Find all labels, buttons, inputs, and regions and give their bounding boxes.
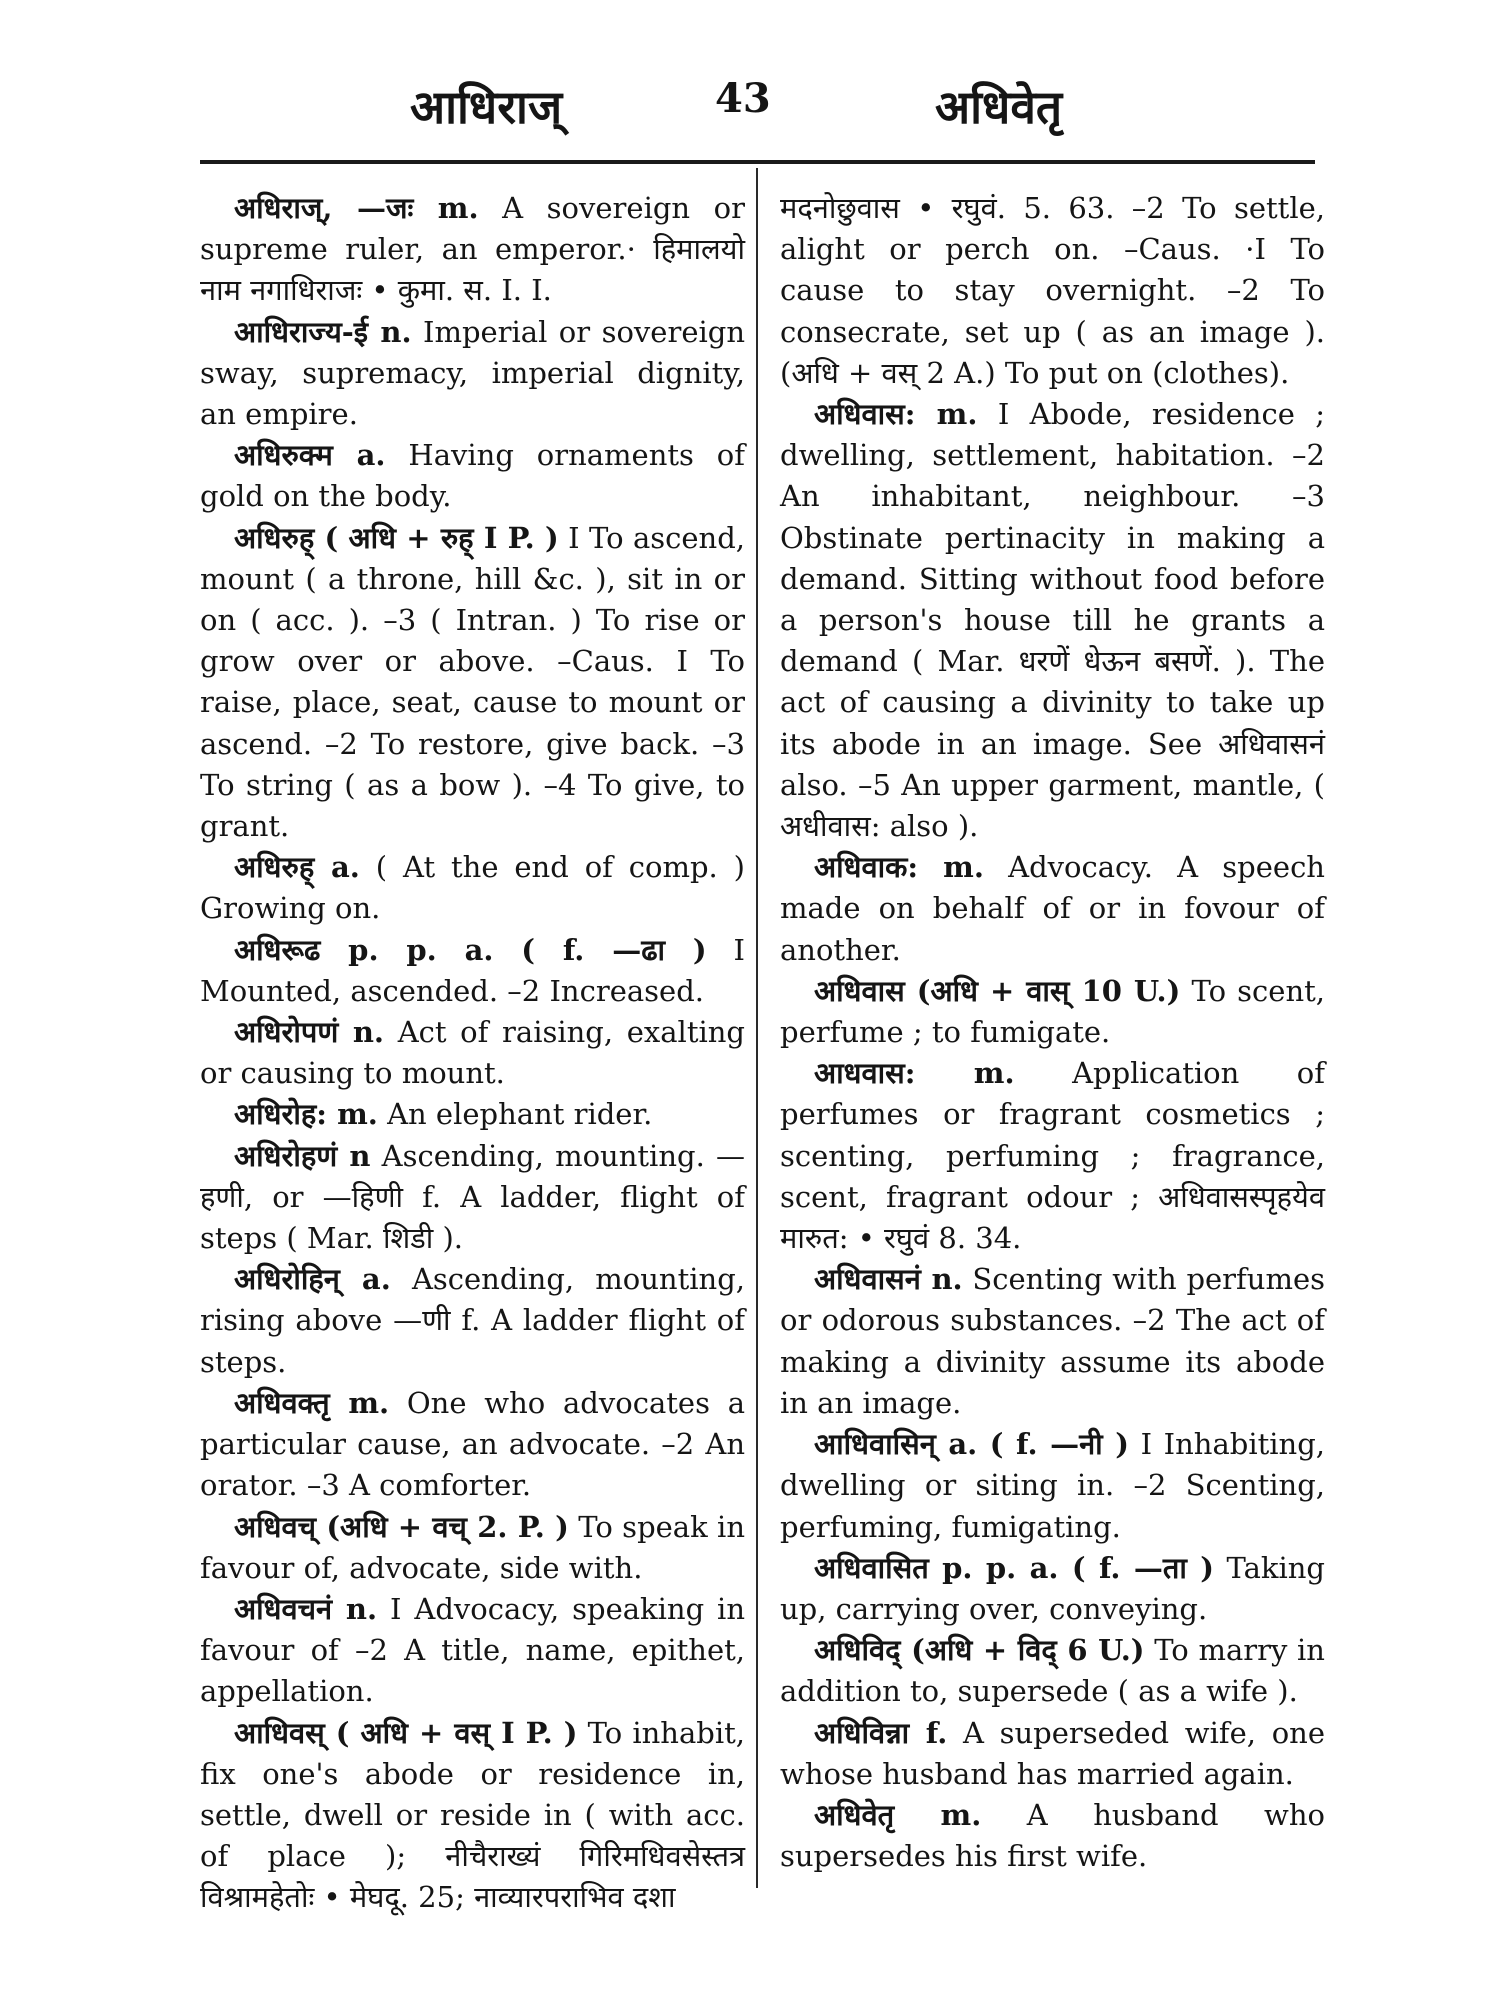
page-number: 43 <box>715 75 771 122</box>
entry-headword: अधिवासित p. p. a. ( f. —ता ) <box>814 1550 1215 1585</box>
right-guide-word: अधिवेतृ <box>935 80 1063 134</box>
entry-definition: Advocacy. A speech made on behalf of or in fovour of another. <box>780 850 1325 967</box>
header-rule <box>200 160 1315 164</box>
dictionary-entry <box>200 1589 745 1713</box>
entry-headword: अधिवास: m. <box>814 397 978 432</box>
dictionary-entry <box>200 1507 745 1589</box>
entry-definition: I To ascend, mount ( a throne, hill &c. ), sit in or on ( acc. ). –3 ( Intran. ) To rise or grow over or above. –Caus. I To raise, place, seat, cause to mount or ascend. –2 To restore, give back. –3 To string ( as a bow ). –4 To give, to grant. <box>200 520 745 844</box>
dictionary-entry <box>200 930 745 1012</box>
dictionary-entry <box>780 1424 1325 1548</box>
entry-headword: अधिराज्, —जः m. <box>234 191 479 225</box>
entry-definition: To marry in addition to, supersede ( as a wife ). <box>780 1633 1325 1709</box>
dictionary-entry <box>780 847 1325 971</box>
entry-definition: ( At the end of comp. ) Growing on. <box>200 850 745 926</box>
entry-definition: One who advocates a particular cause, an advocate. –2 An orator. –3 A comforter. <box>200 1385 746 1503</box>
entry-headword: अधिरुह् a. <box>234 850 360 885</box>
entry-definition: A superseded wife, one whose husband has married again. <box>780 1715 1326 1791</box>
entry-definition: To scent, perfume ; to fumigate. <box>780 973 1325 1050</box>
entry-headword: अधिरोहिन् a. <box>234 1262 391 1297</box>
left-column <box>200 188 745 1919</box>
entry-headword: अधिवास (अधि + वास् 10 U.) <box>814 973 1181 1008</box>
entry-definition: I Advocacy, speaking in favour of –2 A title, name, epithet, appellation. <box>200 1591 745 1709</box>
dictionary-entry <box>200 435 745 517</box>
entry-headword: अधिवेतृ m. <box>814 1797 982 1832</box>
dictionary-entry <box>200 1094 745 1135</box>
entry-headword: आधिवासिन् a. ( f. —नी ) <box>814 1427 1129 1462</box>
entry-headword: अधिरोहणं n <box>234 1138 371 1173</box>
entry-headword: आधिवस् ( अधि + वस् I P. ) <box>234 1715 578 1750</box>
dictionary-entry <box>780 1713 1325 1795</box>
entry-definition: To inhabit, fix one's abode or residence in, settle, dwell or reside in ( with acc. of place ); नीचैराख्यं गिरिमधिवसेस्तत्र विश्रामहेतोः • मेघदू. 25; नाव्यारपराभिव दशा <box>200 1715 745 1915</box>
entry-headword: अधिरोह: m. <box>234 1097 378 1132</box>
entry-headword: आधवास: m. <box>814 1056 1015 1091</box>
entry-definition: To speak in favour of, advocate, side with. <box>200 1509 745 1585</box>
dictionary-entry <box>200 312 745 436</box>
entry-headword: आधिराज्य-ई n. <box>234 314 412 349</box>
entry-headword: अधिरूढ p. p. a. ( f. —ढा ) <box>234 932 707 967</box>
dictionary-entry <box>780 394 1325 847</box>
entry-headword: अधिरुक्म a. <box>234 438 386 473</box>
dictionary-entry <box>780 1548 1325 1630</box>
entry-headword: अधिविन्ना f. <box>814 1715 948 1750</box>
entry-definition: Having ornaments of gold on the body. <box>200 438 745 514</box>
entry-definition: An elephant rider. <box>377 1097 653 1132</box>
entry-definition: I Inhabiting, dwelling or siting in. –2 Scenting, perfuming, fumigating. <box>780 1427 1325 1544</box>
entry-headword: अधिवाक: m. <box>814 850 984 885</box>
right-column <box>780 188 1325 1877</box>
entry-definition: Act of raising, exalting or causing to mount. <box>200 1015 745 1091</box>
entry-definition: Taking up, carrying over, conveying. <box>780 1550 1325 1626</box>
entry-definition: I Mounted, ascended. –2 Increased. <box>200 932 745 1008</box>
dictionary-entry <box>780 188 1325 394</box>
entry-definition: मदनोछुवास • रघुवं. 5. 63. –2 To settle, alight or perch on. –Caus. ·I To cause to stay overnight. –2 To consecrate, set up ( as an image ). (अधि + वस् 2 A.) To put on (clothes). <box>780 191 1325 390</box>
page-header <box>200 75 1320 145</box>
entry-definition: Ascending, mounting, rising above —णी f. A ladder flight of steps. <box>200 1262 745 1379</box>
entry-definition: Application of perfumes or fragrant cosmetics ; scenting, perfuming ; fragrance, scent, fragrant odour ; अधिवासस्पृहयेव मारुत: • रघुवं 8. 34. <box>780 1056 1325 1256</box>
dictionary-entry <box>780 1053 1325 1259</box>
dictionary-entry <box>200 1259 745 1383</box>
entry-headword: अधिवच् (अधि + वच् 2. P. ) <box>234 1509 569 1544</box>
dictionary-entry <box>200 1713 745 1919</box>
entry-definition: Imperial or sovereign sway, supremacy, imperial dignity, an empire. <box>200 314 745 432</box>
entry-definition: A sovereign or supreme ruler, an emperor.· हिमालयो नाम नगाधिराजः • कुमा. स. I. I. <box>200 191 745 308</box>
entry-headword: अधिरोपणं n. <box>234 1015 385 1050</box>
dictionary-entry <box>200 1012 745 1094</box>
dictionary-entry <box>780 1259 1325 1424</box>
entry-headword: अधिवासनं n. <box>814 1262 963 1297</box>
entry-definition: A husband who supersedes his first wife. <box>780 1797 1325 1874</box>
entry-headword: अधिवक्तृ m. <box>234 1385 390 1420</box>
entry-definition: Scenting with perfumes or odorous substances. –2 The act of making a divinity assume its abode in an image. <box>780 1262 1325 1420</box>
dictionary-entry <box>780 1630 1325 1712</box>
entry-headword: अधिरुह् ( अधि + रुह् I P. ) <box>234 520 559 555</box>
dictionary-entry <box>200 518 745 848</box>
dictionary-entry <box>200 1383 745 1507</box>
left-guide-word: आधिराज् <box>410 80 563 134</box>
dictionary-entry <box>200 1136 745 1260</box>
dictionary-entry <box>200 847 745 929</box>
entry-definition: I Abode, residence ; dwelling, settlement, habitation. –2 An inhabitant, neighbour. –3 Obstinate pertinacity in making a demand. Sitting without food before a person's house till he grants a demand ( Mar. धरणें धेऊन बसणें. ). The act of causing a divinity to take up its abode in an image. See अधिवासनं also. –5 An upper garment, mantle, ( अधीवास: also ). <box>780 397 1326 844</box>
dictionary-entry <box>200 188 745 312</box>
entry-definition: Ascending, mounting. —हणी, or —हिणी f. A ladder, flight of steps ( Mar. शिडी ). <box>200 1138 746 1256</box>
entry-headword: अधिवचनं n. <box>234 1591 378 1626</box>
dictionary-entry <box>780 1795 1325 1877</box>
column-divider <box>756 168 758 1888</box>
dictionary-entry <box>780 971 1325 1053</box>
entry-headword: अधिविद् (अधि + विद् 6 U.) <box>814 1633 1145 1668</box>
